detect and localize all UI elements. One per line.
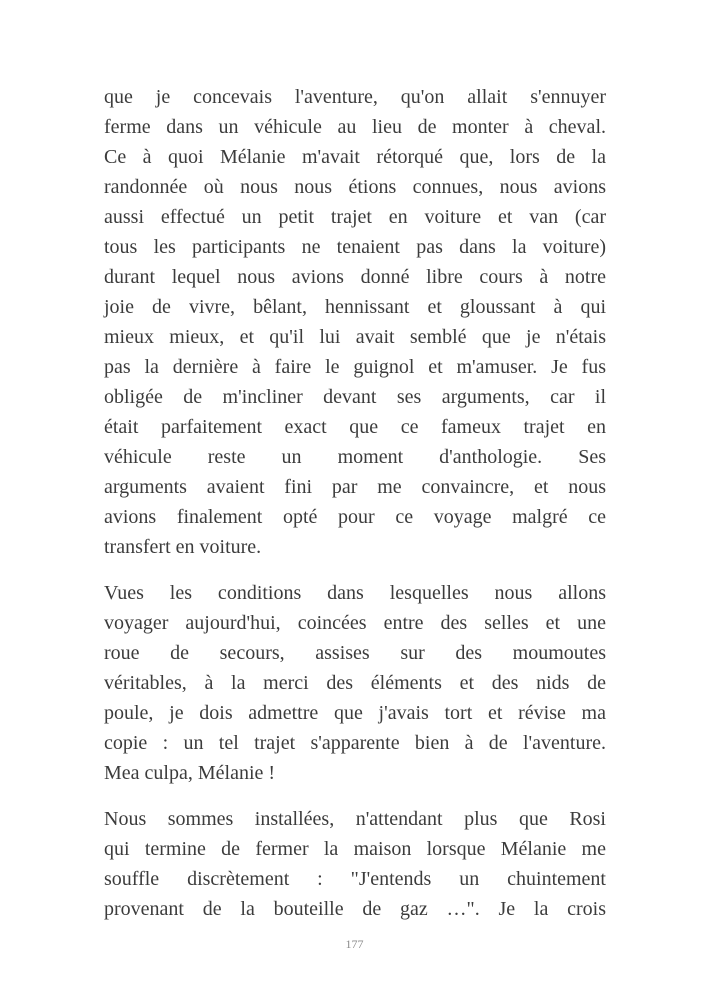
text-line: qui termine de fermer la maison lorsque Mélanie me [104, 838, 606, 860]
text-line: copie : un tel trajet s'apparente bien à de l'aventure. [104, 732, 606, 754]
paragraph-3 [104, 804, 606, 924]
text-line: joie de vivre, bêlant, hennissant et gloussant à qui [104, 296, 606, 318]
text-line: durant lequel nous avions donné libre cours à notre [104, 266, 606, 288]
text-line: avions finalement opté pour ce voyage malgré ce [104, 506, 606, 528]
text-line: était parfaitement exact que ce fameux trajet en [104, 416, 606, 438]
text-line: roue de secours, assises sur des moumoutes [104, 642, 606, 664]
text-line: véritables, à la merci des éléments et des nids de [104, 672, 606, 694]
text-line: Vues les conditions dans lesquelles nous allons [104, 582, 606, 604]
text-line: obligée de m'incliner devant ses arguments, car il [104, 386, 606, 408]
text-line: poule, je dois admettre que j'avais tort et révise ma [104, 702, 606, 724]
text-line: que je concevais l'aventure, qu'on allait s'ennuyer [104, 86, 606, 108]
text-line: voyager aujourd'hui, coincées entre des selles et une [104, 612, 606, 634]
text-line: aussi effectué un petit trajet en voiture et van (car [104, 206, 606, 228]
text-line: pas la dernière à faire le guignol et m'amuser. Je fus [104, 356, 606, 378]
text-block [104, 82, 606, 924]
text-line: Nous sommes installées, n'attendant plus que Rosi [104, 808, 606, 830]
text-line: mieux mieux, et qu'il lui avait semblé que je n'étais [104, 326, 606, 348]
text-line: transfert en voiture. [104, 536, 262, 558]
paragraph-2 [104, 578, 606, 788]
paragraph-1 [104, 82, 606, 562]
text-line: véhicule reste un moment d'anthologie. Ses [104, 446, 606, 468]
page-number: 177 [345, 937, 364, 951]
text-line: ferme dans un véhicule au lieu de monter à cheval. [104, 116, 606, 138]
text-line: tous les participants ne tenaient pas dans la voiture) [104, 236, 606, 258]
text-line: Mea culpa, Mélanie ! [104, 762, 276, 784]
text-line: souffle discrètement : "J'entends un chuintement [104, 868, 606, 890]
text-line: arguments avaient fini par me convaincre, et nous [104, 476, 606, 498]
text-line: Ce à quoi Mélanie m'avait rétorqué que, lors de la [104, 146, 606, 168]
text-line: randonnée où nous nous étions connues, nous avions [104, 176, 606, 198]
text-line: provenant de la bouteille de gaz …". Je la crois [104, 898, 606, 920]
